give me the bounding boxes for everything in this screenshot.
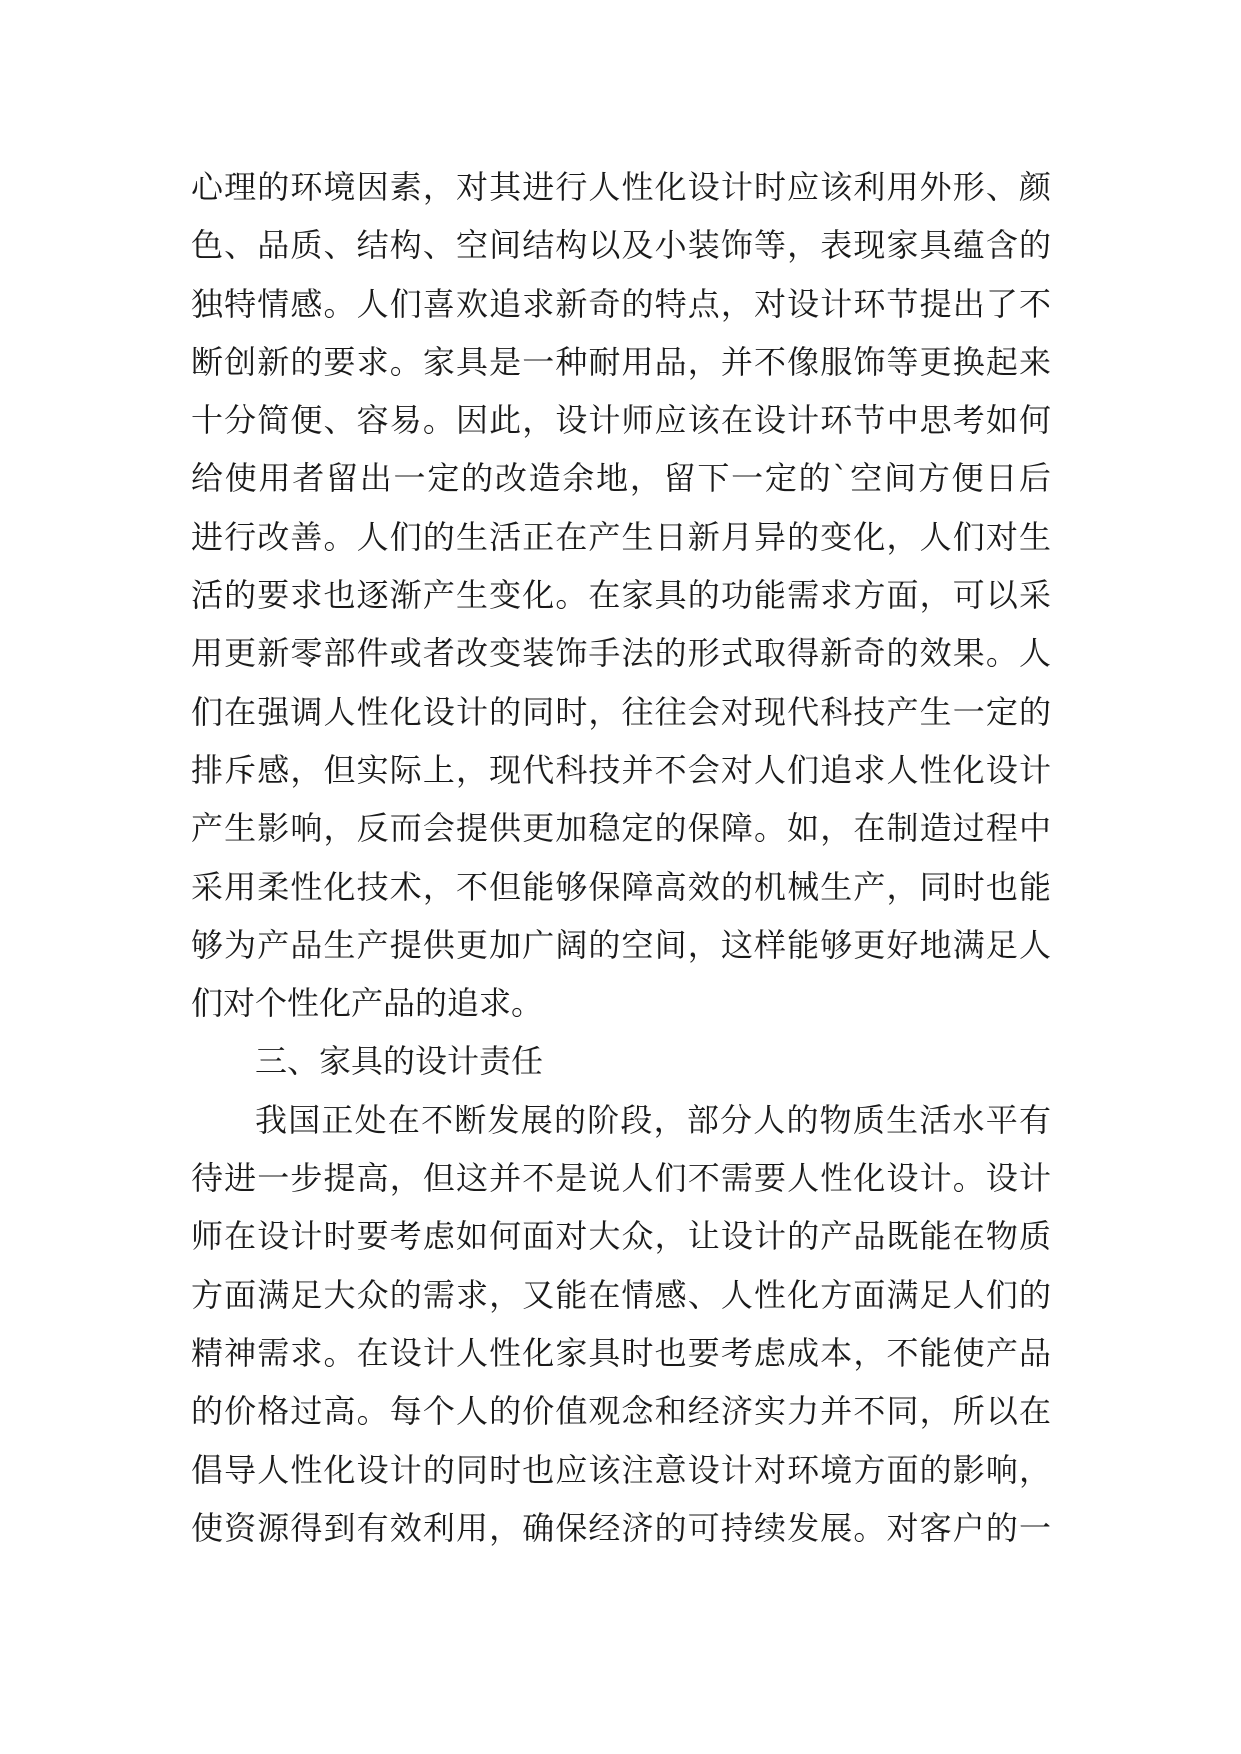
text-line: 采用柔性化技术，不但能够保障高效的机械生产，同时也能 (191, 867, 1051, 906)
text-line: 的价格过高。每个人的价值观念和经济实力并不同，所以在 (191, 1392, 1051, 1431)
text-line: 活的要求也逐渐产生变化。在家具的功能需求方面，可以采 (191, 576, 1051, 615)
text-line: 独特情感。人们喜欢追求新奇的特点，对设计环节提出了不 (191, 284, 1051, 323)
text-line: 精神需求。在设计人性化家具时也要考虑成本，不能使产品 (191, 1333, 1051, 1372)
body-text (191, 158, 1051, 1557)
text-line: 我国正处在不断发展的阶段，部分人的物质生活水平有 (255, 1100, 1051, 1139)
text-line: 们在强调人性化设计的同时，往往会对现代科技产生一定的 (191, 692, 1051, 731)
text-line: 使资源得到有效利用，确保经济的可持续发展。对客户的一 (191, 1508, 1051, 1547)
text-line: 够为产品生产提供更加广阔的空间，这样能够更好地满足人 (191, 925, 1051, 964)
text-line: 进行改善。人们的生活正在产生日新月异的变化，人们对生 (191, 517, 1051, 556)
text-line: 方面满足大众的需求，又能在情感、人性化方面满足人们的 (191, 1275, 1051, 1314)
text-line: 们对个性化产品的追求。 (191, 984, 544, 1023)
text-line: 产生影响，反而会提供更加稳定的保障。如，在制造过程中 (191, 809, 1051, 848)
text-line: 色、品质、结构、空间结构以及小装饰等，表现家具蕴含的 (191, 226, 1051, 265)
text-line: 倡导人性化设计的同时也应该注意设计对环境方面的影响， (191, 1450, 1051, 1489)
text-line: 心理的环境因素，对其进行人性化设计时应该利用外形、颜 (191, 168, 1051, 206)
section-heading: 三、家具的设计责任 (255, 1042, 544, 1081)
text-line: 师在设计时要考虑如何面对大众，让设计的产品既能在物质 (191, 1217, 1051, 1256)
text-line: 给使用者留出一定的改造余地，留下一定的`空间方便日后 (191, 459, 1051, 498)
text-line: 十分简便、容易。因此，设计师应该在设计环节中思考如何 (191, 401, 1051, 440)
text-line: 用更新零部件或者改变装饰手法的形式取得新奇的效果。人 (191, 634, 1051, 673)
text-line: 待进一步提高，但这并不是说人们不需要人性化设计。设计 (191, 1159, 1051, 1198)
text-line: 断创新的要求。家具是一种耐用品，并不像服饰等更换起来 (191, 342, 1051, 381)
text-line: 排斥感，但实际上，现代科技并不会对人们追求人性化设计 (191, 750, 1051, 789)
